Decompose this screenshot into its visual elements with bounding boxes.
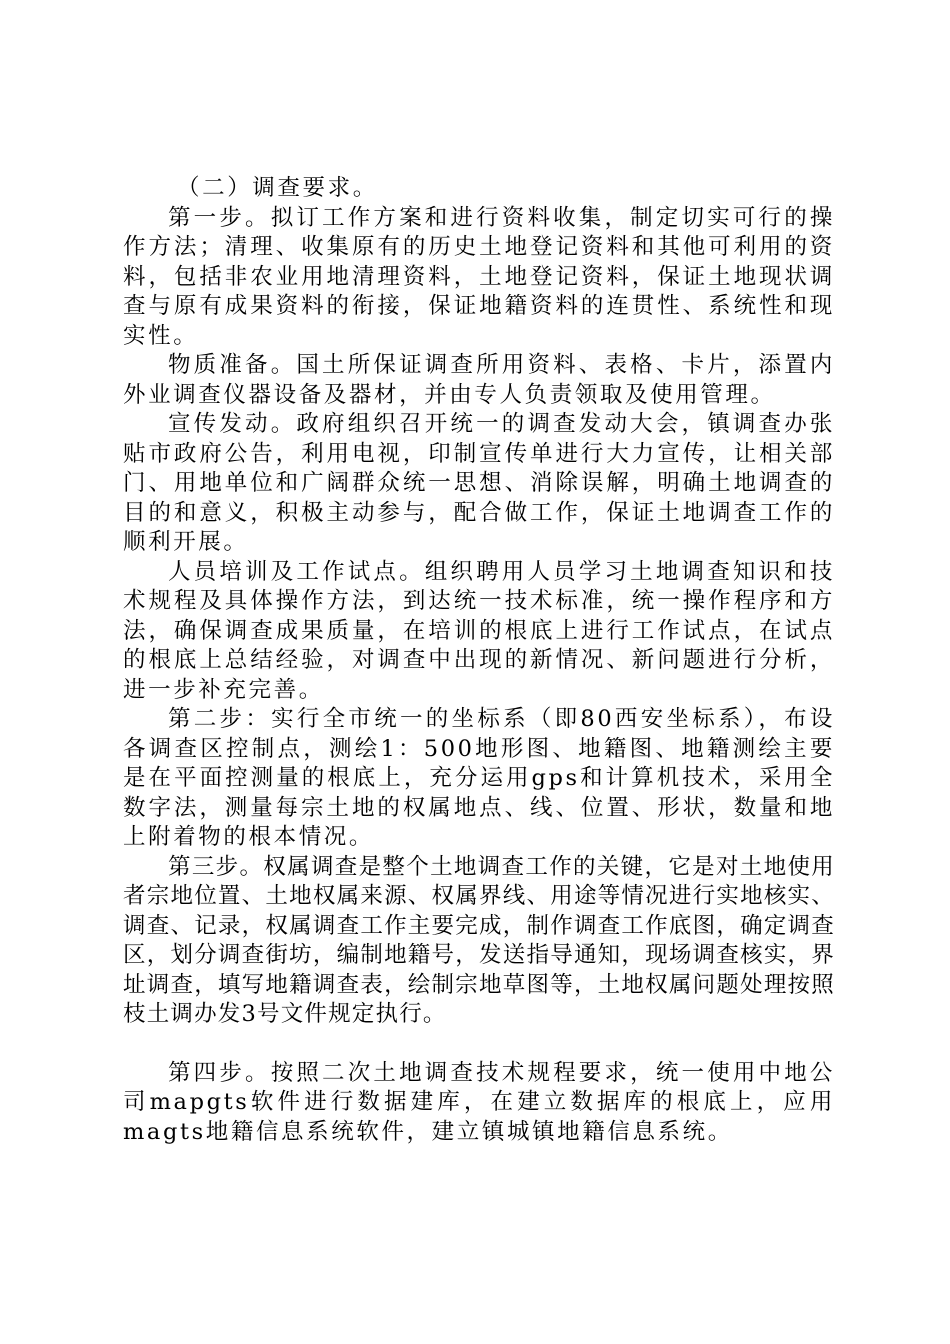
document-body [123,174,835,1147]
paragraph-material-preparation: 物质准备。国土所保证调查所用资料、表格、卡片，添置内外业调查仪器设备及器材，并由专人负责领取及使用管理。 [123,352,835,408]
paragraph-publicity: 宣传发动。政府组织召开统一的调查发动大会，镇调查办张贴市政府公告，利用电视，印制宣传单进行大力宣传，让相关部门、用地单位和广阔群众统一思想、消除误解，明确土地调查的目的和意义，积极主动参与，配合做工作，保证土地调查工作的顺利开展。 [123,411,835,555]
paragraph-step-two: 第二步：实行全市统一的坐标系（即80西安坐标系），布设各调查区控制点，测绘1：500地形图、地籍图、地籍测绘主要是在平面控测量的根底上，充分运用gps和计算机技术，采用全数字法，测量每宗土地的权属地点、线、位置、形状，数量和地上附着物的根本情况。 [123,706,835,850]
paragraph-step-four: 第四步。按照二次土地调查技术规程要求，统一使用中地公司mapgts软件进行数据建库，在建立数据库的根底上，应用magts地籍信息系统软件，建立镇城镇地籍信息系统。 [123,1059,835,1145]
paragraph-training-pilot: 人员培训及工作试点。组织聘用人员学习土地调查知识和技术规程及具体操作方法，到达统一技术标准，统一操作程序和方法，确保调查成果质量，在培训的根底上进行工作试点，在试点的根底上总结经验，对调查中出现的新情况、新问题进行分析，进一步补充完善。 [123,558,835,703]
paragraph-step-one: 第一步。拟订工作方案和进行资料收集，制定切实可行的操作方法；清理、收集原有的历史土地登记资料和其他可利用的资料，包括非农业用地清理资料，土地登记资料，保证土地现状调查与原有成果资料的衔接，保证地籍资料的连贯性、系统性和现实性。 [123,204,835,349]
section-heading: （二）调查要求。 [177,175,378,201]
paragraph-step-three: 第三步。权属调查是整个土地调查工作的关键，它是对土地使用者宗地位置、土地权属来源、权属界线、用途等情况进行实地核实、调查、记录，权属调查工作主要完成，制作调查工作底图，确定调查区，划分调查街坊，编制地籍号，发送指导通知，现场调查核实，界址调查，填写地籍调查表，绘制宗地草图等，土地权属问题处理按照枝土调办发3号文件规定执行。 [123,853,835,1027]
